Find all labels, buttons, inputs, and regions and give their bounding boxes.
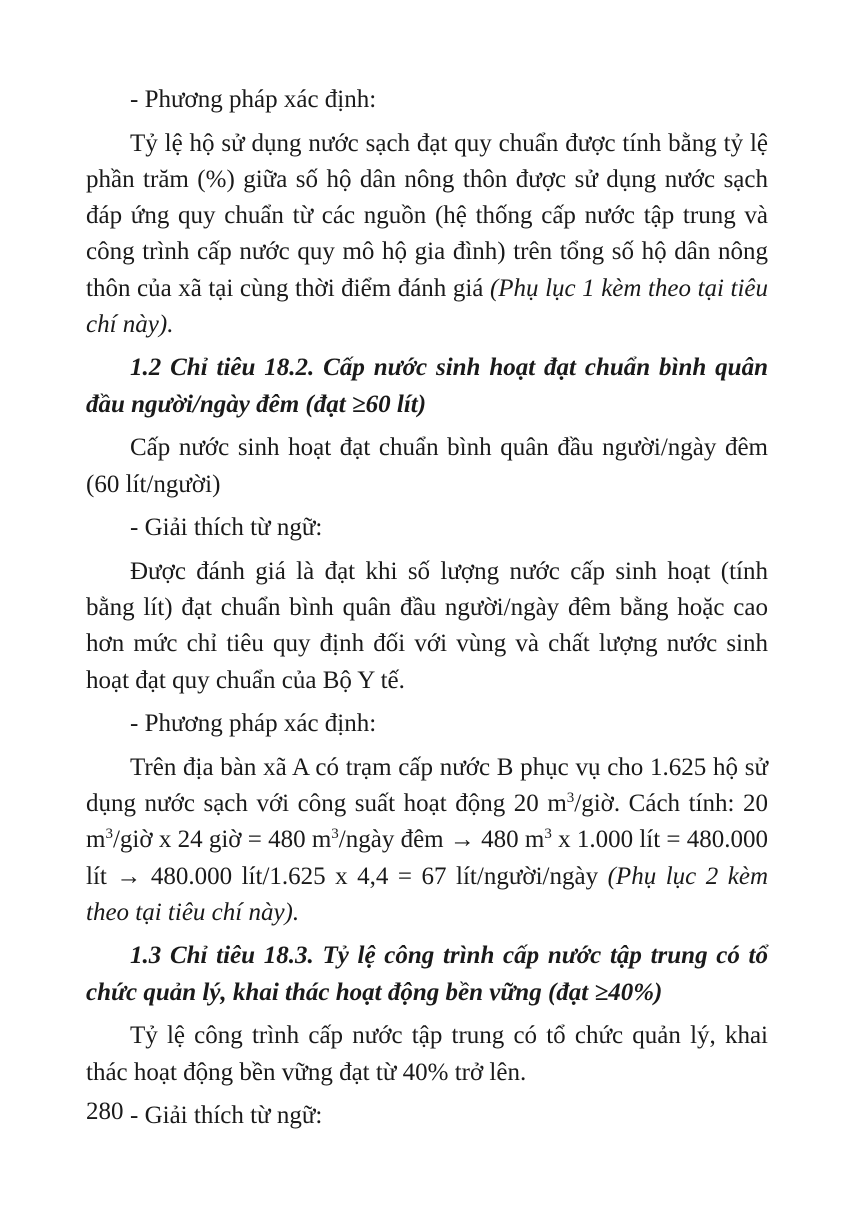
terms-label-2: - Giải thích từ ngữ: — [130, 1102, 323, 1130]
method-label-2: - Phương pháp xác định: — [130, 710, 377, 738]
calc-text-e: x 1.000 lít = 480.000 lít → 480.000 lít/1.625 x 4,4 = 67 lít/người/ngày — [86, 826, 768, 890]
terms-label-1: - Giải thích từ ngữ: — [130, 514, 323, 542]
calc-text-c: /giờ x 24 giờ = 480 m — [112, 826, 332, 854]
appendix-ref-1: (Phụ lục 1 kèm theo tại tiêu chí này). — [86, 274, 768, 338]
calc-sup-4: 3 — [544, 826, 552, 843]
section-heading-18-2: 1.2 Chỉ tiêu 18.2. Cấp nước sinh hoạt đạt chuẩn bình quân đầu người/ngày đêm (đạt ≥60 lít) — [86, 354, 768, 418]
calc-text-b: /giờ. Cách tính: 20 m — [86, 790, 768, 854]
appendix-ref-2: (Phụ lục 2 kèm theo tại tiêu chí này). — [86, 862, 769, 926]
method-label-1: - Phương pháp xác định: — [130, 86, 377, 113]
calculation-paragraph — [86, 750, 768, 931]
indicator-description-18-2: Cấp nước sinh hoạt đạt chuẩn bình quân đầu người/ngày đêm (60 lít/người) — [86, 434, 768, 498]
method-text-1: Tỷ lệ hộ sử dụng nước sạch đạt quy chuẩn được tính bằng tỷ lệ phần trăm (%) giữa số hộ dân nông thôn được sử dụng nước sạch đáp ứng quy chuẩn từ các nguồn (hệ thống cấp nước tập trung và công trình cấp nước quy mô hộ gia đình) trên tổng số hộ dân nông thôn của xã tại cùng thời điểm đánh giá — [86, 129, 768, 302]
calc-text-a: Trên địa bàn xã A có trạm cấp nước B phục vụ cho 1.625 hộ sử dụng nước sạch với công suất hoạt động 20 m — [86, 753, 768, 818]
page-content — [86, 82, 768, 1142]
calc-sup-2: 3 — [105, 826, 113, 843]
calc-sup-1: 3 — [566, 790, 575, 807]
page-number: 280 — [86, 1098, 124, 1125]
section-heading-18-3: 1.3 Chỉ tiêu 18.3. Tỷ lệ công trình cấp nước tập trung có tổ chức quản lý, khai thác hoạt động bền vững (đạt ≥40%) — [86, 942, 768, 1006]
calc-sup-3: 3 — [331, 826, 339, 843]
calc-text-d: /ngày đêm → 480 m — [338, 826, 545, 854]
method-paragraph-1 — [86, 126, 768, 343]
indicator-description-18-3: Tỷ lệ công trình cấp nước tập trung có tổ chức quản lý, khai thác hoạt động bền vững đạt từ 40% trở lên. — [86, 1022, 768, 1086]
terms-paragraph-1: Được đánh giá là đạt khi số lượng nước cấp sinh hoạt (tính bằng lít) đạt chuẩn bình quân đầu người/ngày đêm bằng hoặc cao hơn mức chỉ tiêu quy định đối với vùng và chất lượng nước sinh hoạt đạt quy chuẩn của Bộ Y tế. — [86, 557, 768, 694]
